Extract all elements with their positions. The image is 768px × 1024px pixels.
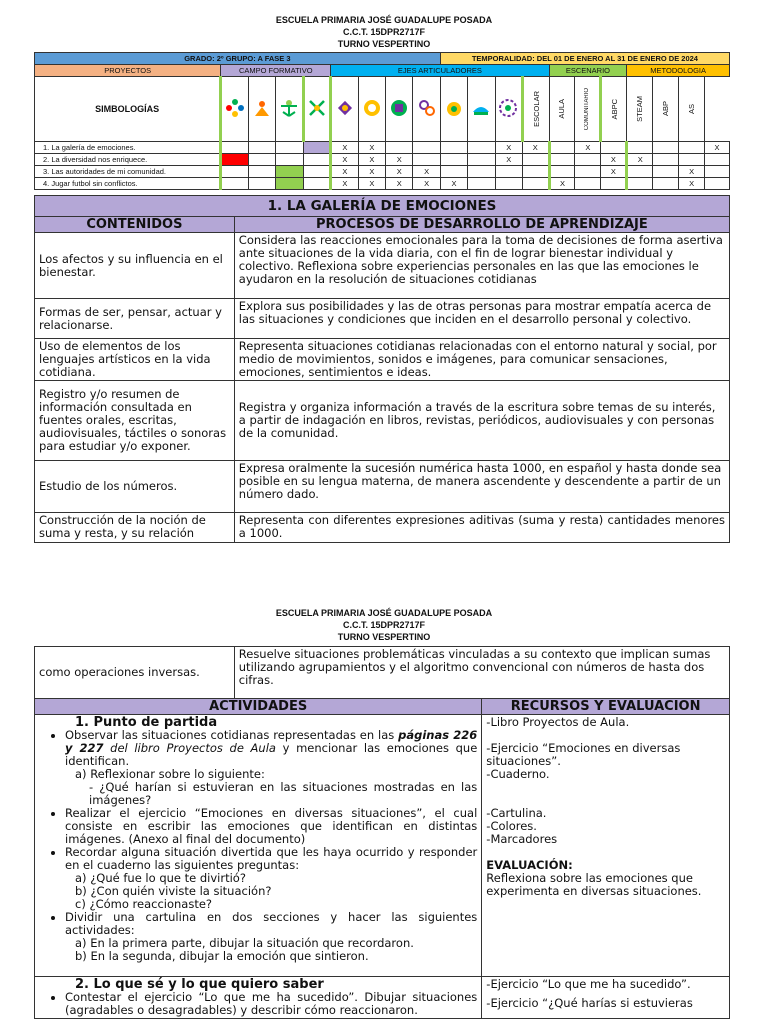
proceso-3: Representa situaciones cotidianas relacionadas con el entorno natural y social, por medio de movimientos, sonidos e imágenes, para comunicar sensaciones, emociones, sentimientos e ideas. [234, 339, 729, 381]
punto-partida-cell [35, 715, 482, 977]
project-mark-cell [627, 142, 653, 154]
project-mark-cell: X [575, 142, 601, 154]
activity-4b: b) En la segunda, dibujar la emoción que sintieron. [75, 949, 369, 963]
grado-cell: GRADO: 2º GRUPO: A FASE 3 [35, 53, 441, 65]
projects-body [35, 142, 730, 190]
project-mark-cell: X [331, 142, 358, 154]
project-mark-cell: X [705, 142, 730, 154]
school-shift-2: TURNO VESPERTINO [337, 632, 431, 642]
project-mark-cell [468, 142, 495, 154]
project-mark-cell: X [358, 166, 385, 178]
contenidos-header: CONTENIDOS [35, 217, 235, 233]
project-mark-cell [276, 154, 303, 166]
contenido-3: Uso de elementos de los lenguajes artísticos en la vida cotidiana. [35, 339, 235, 381]
project-mark-cell: X [495, 142, 522, 154]
metodologia-abp: ABP [653, 77, 679, 142]
recurso-2: -Ejercicio “Emociones en diversas situaciones”. [486, 741, 681, 768]
project-mark-cell [276, 178, 303, 190]
actividades-header: ACTIVIDADES [35, 699, 482, 715]
project-mark-cell: X [386, 178, 413, 190]
project-mark-cell: X [601, 154, 627, 166]
section1-title: 1. LA GALERÍA DE EMOCIONES [35, 196, 730, 217]
project-mark-cell [248, 142, 275, 154]
activity-1a-q: - ¿Qué harían si estuvieran en las situaciones mostradas en las imágenes? [89, 780, 478, 807]
proceso-1: Considera las reacciones emocionales para la toma de decisiones de forma asertiva ante situaciones de la vida diaria, con el fin de lograr bienestar individual y colectivo. Reflexiona sobre experiencias personales en las que las emociones le ayudaron en la resolución de situaciones cotidianas [234, 233, 729, 299]
activity-2: • Realizar el ejercicio “Emociones en diversas situaciones”, el cual consiste en escribir las emociones que identifican en distintas imágenes. (Anexo al final del documento) [65, 807, 477, 846]
proceso-4: Registra y organiza información a través de la escritura sobre temas de su interés, a partir de indagación en libros, revistas, periódicos, audiovisuales y con personas de la comunidad. [234, 381, 729, 461]
project-mark-cell [221, 154, 248, 166]
project-mark-cell [653, 154, 679, 166]
eje-vida-saludable-icon [440, 77, 467, 142]
project-mark-cell: X [386, 166, 413, 178]
project-mark-cell [468, 166, 495, 178]
project-mark-cell [440, 166, 467, 178]
project-mark-cell: X [331, 154, 358, 166]
contenido-6-cont: como operaciones inversas. [35, 647, 235, 699]
project-mark-cell [440, 154, 467, 166]
proceso-5: Expresa oralmente la sucesión numérica hasta 1000, en español y hasta donde sea posible en su lengua materna, de manera ascendente y descendente a partir de un número dado. [234, 461, 729, 513]
campo-header: CAMPO FORMATIVO [221, 65, 331, 77]
project-mark-cell [468, 178, 495, 190]
escenario-escolar: ESCOLAR [523, 77, 550, 142]
project-name: 1. La galería de emociones. [35, 142, 221, 154]
activity-3: • Recordar alguna situación divertida que les haya ocurrido y responder en el cuaderno las siguientes preguntas: [65, 846, 477, 872]
project-mark-cell [653, 166, 679, 178]
project-mark-cell [601, 178, 627, 190]
proceso-2: Explora sus posibilidades y las de otras personas para mostrar empatía acerca de las situaciones y condiciones que inciden en el desarrollo personal y colectivo. [234, 299, 729, 339]
project-name: 3. Las autoridades de mi comunidad. [35, 166, 221, 178]
project-mark-cell: X [386, 154, 413, 166]
project-row [35, 154, 730, 166]
project-mark-cell: X [679, 166, 705, 178]
proceso-6: Representa con diferentes expresiones aditivas (suma y resta) cantidades menores a 1000. [234, 513, 729, 543]
project-mark-cell: X [358, 178, 385, 190]
evaluacion-header: EVALUACIÓN: [486, 858, 573, 872]
page1-header [0, 14, 768, 50]
project-row [35, 142, 730, 154]
project-mark-cell [248, 154, 275, 166]
recurso-3: -Cuaderno. [486, 767, 550, 781]
project-mark-cell [276, 166, 303, 178]
recurso-4: -Cartulina. [486, 806, 547, 820]
simbologias-label: SIMBOLOGÍAS [35, 77, 221, 142]
project-mark-cell [248, 178, 275, 190]
punto-partida-title: 1. Punto de partida [75, 715, 218, 730]
project-mark-cell [549, 166, 575, 178]
campo-etica-icon [276, 77, 303, 142]
project-mark-cell [303, 178, 331, 190]
procesos-header: PROCESOS DE DESARROLLO DE APRENDIZAJE [234, 217, 729, 233]
school-cct-2: C.C.T. 15DPR2717F [342, 620, 426, 630]
project-mark-cell [575, 154, 601, 166]
activity-3c: c) ¿Cómo reaccionaste? [75, 897, 213, 911]
activities-table [34, 646, 730, 1019]
project-mark-cell [653, 142, 679, 154]
campo-humano-icon [303, 77, 331, 142]
proceso-6-cont: Resuelve situaciones problemáticas vinculadas a su contexto que implican sumas utilizando agrupamientos y el algoritmo convencional con números de hasta dos cifras. [234, 647, 729, 699]
recurso-lo-1: -Ejercicio “Lo que me ha sucedido”. [486, 977, 691, 991]
project-mark-cell: X [413, 178, 440, 190]
metodologia-header: METODOLOGIA [627, 65, 730, 77]
project-mark-cell [468, 154, 495, 166]
activity-4: • Dividir una cartulina en dos secciones y hacer las siguientes actividades: [65, 911, 477, 937]
metodologia-as: AS [679, 77, 705, 142]
project-mark-cell: X [601, 166, 627, 178]
escenario-aula: AULA [549, 77, 575, 142]
metodologia-abpc: ABPC [601, 77, 627, 142]
project-mark-cell [627, 166, 653, 178]
project-mark-cell [575, 166, 601, 178]
project-mark-cell [413, 154, 440, 166]
project-mark-cell [303, 154, 331, 166]
page2-header [0, 607, 768, 643]
proyectos-header: PROYECTOS [35, 65, 221, 77]
activity-lo-1: • Contestar el ejercicio “Lo que me ha sucedido”. Dibujar situaciones (agradables o desagradables) y describir cómo reaccionaron. [65, 991, 477, 1017]
campo-lenguajes-icon [221, 77, 248, 142]
metodologia-steam: STEAM [627, 77, 653, 142]
project-row [35, 166, 730, 178]
school-name: ESCUELA PRIMARIA JOSÉ GUADALUPE POSADA [275, 15, 493, 25]
project-mark-cell [549, 142, 575, 154]
escenario-header: ESCENARIO [549, 65, 627, 77]
section1-table [34, 195, 730, 543]
project-name: 2. La diversidad nos enriquece. [35, 154, 221, 166]
project-mark-cell: X [627, 154, 653, 166]
project-mark-cell [679, 142, 705, 154]
contenido-4: Registro y/o resumen de información consultada en fuentes orales, escritas, audiovisuales, táctiles o sonoras para estudiar y/o exponer. [35, 381, 235, 461]
project-mark-cell [276, 142, 303, 154]
project-mark-cell [705, 178, 730, 190]
activity-1: • Observar las situaciones cotidianas representadas en las páginas 226 y 227 del libro Proyectos de Aula y mencionar las emociones que identifican. [65, 729, 477, 768]
recursos-lo-cell [482, 977, 730, 1019]
project-mark-cell [705, 166, 730, 178]
project-mark-cell: X [331, 166, 358, 178]
school-cct: C.C.T. 15DPR2717F [342, 27, 426, 37]
activity-3a: a) ¿Qué fue lo que te divirtió? [75, 871, 246, 885]
school-shift: TURNO VESPERTINO [337, 39, 431, 49]
planning-grid [34, 52, 730, 190]
project-mark-cell [679, 154, 705, 166]
evaluacion-text: Reflexiona sobre las emociones que experimenta en diversas situaciones. [486, 871, 702, 898]
activity-1a: a) Reflexionar sobre lo siguiente: [75, 767, 265, 781]
eje-interculturalidad-icon [386, 77, 413, 142]
project-mark-cell: X [358, 142, 385, 154]
eje-artes-icon [495, 77, 522, 142]
campo-saberes-icon [248, 77, 275, 142]
project-mark-cell [627, 178, 653, 190]
project-mark-cell [221, 166, 248, 178]
project-mark-cell [221, 178, 248, 190]
recursos-cell [482, 715, 730, 977]
escenario-comunitario: COMUNITARIO [575, 77, 601, 142]
project-mark-cell [495, 178, 522, 190]
project-mark-cell [413, 142, 440, 154]
contenido-5: Estudio de los números. [35, 461, 235, 513]
project-mark-cell [523, 166, 550, 178]
project-mark-cell [705, 154, 730, 166]
project-mark-cell [248, 166, 275, 178]
project-mark-cell [549, 154, 575, 166]
project-mark-cell [653, 178, 679, 190]
recurso-lo-2: -Ejercicio “¿Qué harías si estuvieras [486, 996, 693, 1010]
ejes-header: EJES ARTICULADORES [331, 65, 549, 77]
lo-que-se-cell [35, 977, 482, 1019]
project-mark-cell [575, 178, 601, 190]
project-mark-cell: X [679, 178, 705, 190]
project-mark-cell: X [495, 154, 522, 166]
project-mark-cell [303, 142, 331, 154]
project-name: 4. Jugar futbol sin conflictos. [35, 178, 221, 190]
project-mark-cell [495, 166, 522, 178]
project-mark-cell [523, 154, 550, 166]
contenido-2: Formas de ser, pensar, actuar y relacionarse. [35, 299, 235, 339]
activity-4a: a) En la primera parte, dibujar la situación que recordaron. [75, 936, 414, 950]
eje-lectura-icon [468, 77, 495, 142]
project-mark-cell: X [523, 142, 550, 154]
recurso-5: -Colores. [486, 819, 537, 833]
school-name-2: ESCUELA PRIMARIA JOSÉ GUADALUPE POSADA [275, 608, 493, 618]
recurso-1: -Libro Proyectos de Aula. [486, 715, 630, 729]
eje-pensamiento-icon [358, 77, 385, 142]
temporalidad-cell: TEMPORALIDAD: DEL 01 DE ENERO AL 31 DE ENERO DE 2024 [440, 53, 729, 65]
project-row [35, 178, 730, 190]
project-mark-cell [601, 142, 627, 154]
activity-3b: b) ¿Con quién viviste la situación? [75, 884, 272, 898]
project-mark-cell [523, 178, 550, 190]
recursos-header: RECURSOS Y EVALUACION [482, 699, 730, 715]
eje-igualdad-icon [413, 77, 440, 142]
project-mark-cell: X [549, 178, 575, 190]
contenido-6: Construcción de la noción de suma y resta, y su relación [35, 513, 235, 543]
recurso-6: -Marcadores [486, 832, 558, 846]
contenido-1: Los afectos y su influencia en el bienestar. [35, 233, 235, 299]
project-mark-cell: X [440, 178, 467, 190]
project-mark-cell: X [331, 178, 358, 190]
project-mark-cell [221, 142, 248, 154]
project-mark-cell [303, 166, 331, 178]
project-mark-cell: X [413, 166, 440, 178]
project-mark-cell [440, 142, 467, 154]
project-mark-cell: X [358, 154, 385, 166]
lo-que-se-title: 2. Lo que sé y lo que quiero saber [75, 977, 324, 992]
eje-inclusion-icon [331, 77, 358, 142]
project-mark-cell [386, 142, 413, 154]
